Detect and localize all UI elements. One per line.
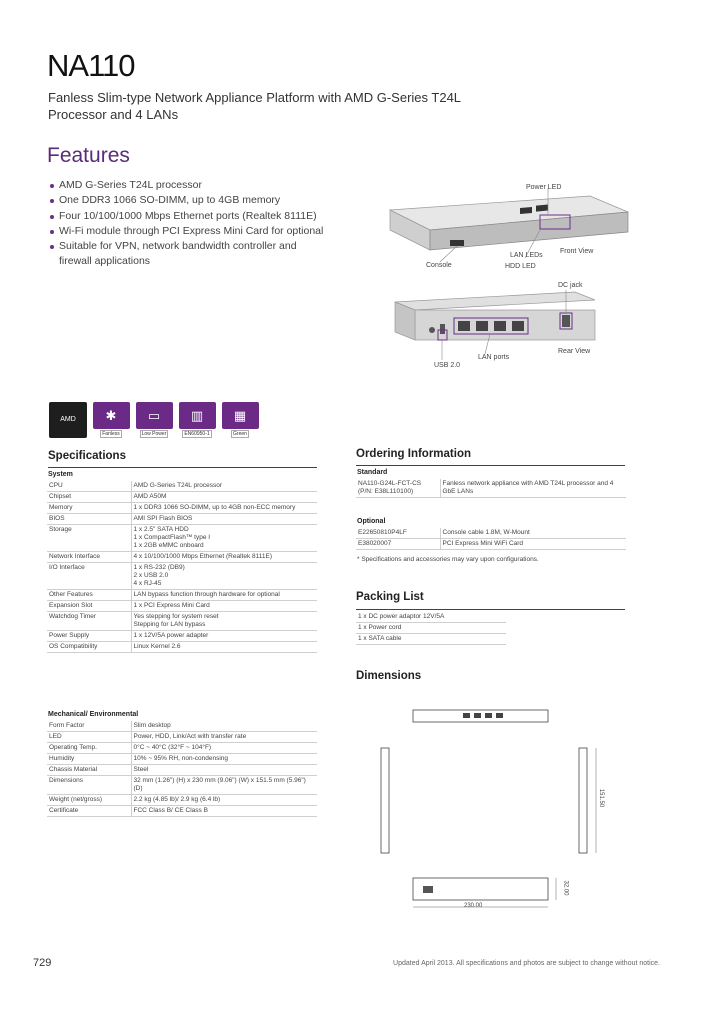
lan-ports-label: LAN ports [478,354,510,361]
system-spec-row [47,514,317,525]
mechanical-spec-row [47,776,317,795]
feature-item: Suitable for VPN, network bandwidth controller and firewall applications [49,239,329,270]
optional-order-table [356,528,626,550]
system-spec-row [47,503,317,514]
spec-value: 10% ~ 95% RH, non-condensing [131,754,317,765]
low-power-icon: ▭ Low Power [135,402,173,438]
en60950-caption: EN60950-1 [184,431,210,437]
spec-value: 2.2 kg (4.85 lb)/ 2.9 kg (6.4 lb) [131,795,317,806]
mechanical-spec-row [47,754,317,765]
spec-key: Operating Temp. [47,743,131,754]
spec-value: PCI Express Mini WiFi Card [440,539,626,550]
standard-order-table [356,479,626,498]
footer-note: Updated April 2013. All specifications and photos are subject to change without notice. [393,960,660,967]
spec-key: Form Factor [47,721,131,732]
system-subheading: System [48,471,73,478]
optional-order-row [356,539,626,550]
packing-rule [356,609,625,610]
hdd-led-label: HDD LED [505,263,536,270]
front-view-label: Front View [560,248,594,255]
power-led-label: Power LED [526,184,562,191]
features-list [49,178,329,270]
mechanical-spec-row [47,743,317,754]
spec-key: LED [47,732,131,743]
features-heading: Features [47,144,130,167]
packing-list-row [356,634,506,645]
spec-value: Console cable 1.8M, W-Mount [440,528,626,539]
packing-list-table [356,612,506,645]
spec-key: Other Features [47,590,131,601]
feature-item: One DDR3 1066 SO-DIMM, up to 4GB memory [49,193,329,208]
spec-value: 1 x Power cord [356,623,506,634]
spec-value: Steel [131,765,317,776]
front-device-drawing [360,180,630,275]
dimension-height-label: 32.00 [562,880,569,896]
spec-key: Dimensions [47,776,131,795]
low-power-caption: Low Power [141,431,167,437]
rear-view-image [390,282,640,372]
system-spec-row [47,612,317,631]
feature-item: Four 10/100/1000 Mbps Ethernet ports (Realtek 8111E) [49,209,329,224]
mechanical-spec-row [47,806,317,817]
feature-item: AMD G-Series T24L processor [49,178,329,193]
packing-list-row [356,623,506,634]
dimension-lines [368,700,618,915]
spec-value: 1 x SATA cable [356,634,506,645]
spec-value: Power, HDD, Link/Act with transfer rate [131,732,317,743]
system-spec-row [47,642,317,653]
system-spec-row [47,525,317,552]
spec-key: Humidity [47,754,131,765]
system-spec-table [47,481,317,653]
mechanical-spec-row [47,721,317,732]
feature-item: Wi-Fi module through PCI Express Mini Card for optional [49,224,329,239]
fanless-caption: Fanless [102,431,120,437]
system-spec-row [47,631,317,642]
mechanical-subheading: Mechanical/ Environmental [48,711,139,718]
specifications-heading: Specifications [48,450,126,462]
spec-key: Network Interface [47,552,131,563]
feature-badges [49,402,259,438]
spec-key: E38020007 [356,539,440,550]
spec-value: 1 x RS-232 (DB9) 2 x USB 2.0 4 x RJ-45 [131,563,317,590]
optional-order-row [356,528,626,539]
spec-value: 1 x DDR3 1066 SO-DIMM, up to 4GB non-ECC memory [131,503,317,514]
ordering-heading: Ordering Information [356,448,471,460]
mechanical-spec-row [47,765,317,776]
spec-key: OS Compatibility [47,642,131,653]
spec-key: BIOS [47,514,131,525]
spec-value: LAN bypass function through hardware for optional [131,590,317,601]
spec-value: Yes stepping for system reset Stepping for LAN bypass [131,612,317,631]
dimension-width-label: 230.00 [464,903,483,909]
dimension-depth-label: 151.50 [598,788,605,808]
rear-device-drawing [390,282,640,372]
amd-logo-text: AMD [60,416,76,423]
system-spec-row [47,552,317,563]
spec-key: Storage [47,525,131,552]
mechanical-spec-table [47,721,317,817]
mechanical-spec-row [47,732,317,743]
spec-value: 1 x DC power adaptor 12V/5A [356,612,506,623]
spec-value: AMD G-Series T24L processor [131,481,317,492]
mechanical-spec-row [47,795,317,806]
spec-value: 1 x 2.5" SATA HDD 1 x CompactFlash™ type I 1 x 2GB eMMC onboard [131,525,317,552]
spec-key: CPU [47,481,131,492]
spec-value: Linux Kernel 2.6 [131,642,317,653]
en60950-icon: ▥ EN60950-1 [178,402,216,438]
product-subtitle: Fanless Slim-type Network Appliance Platform with AMD G-Series T24L Processor and 4 LANs [48,90,461,122]
dc-jack-label: DC jack [558,282,583,289]
system-spec-row [47,590,317,601]
front-view-image [360,180,630,275]
lan-leds-label: LAN LEDs [510,252,543,259]
packing-list-row [356,612,506,623]
spec-value: 1 x PCI Express Mini Card [131,601,317,612]
amd-logo-icon [49,402,87,438]
spec-value: AMI SPI Flash BIOS [131,514,317,525]
spec-value: AMD A50M [131,492,317,503]
page-number: 729 [33,957,52,969]
product-title: NA110 [47,48,135,83]
dimensions-drawing [368,700,618,915]
amd-logo-box [49,402,87,438]
spec-value: 0°C ~ 40°C (32°F ~ 104°F) [131,743,317,754]
spec-key: NA110-G24L-FCT-CS (P/N: E38L110100) [356,479,440,498]
standard-order-row [356,479,626,498]
spec-value: FCC Class B/ CE Class B [131,806,317,817]
fanless-icon: ✱ Fanless [92,402,130,438]
spec-key: Chipset [47,492,131,503]
usb-label: USB 2.0 [434,362,461,369]
spec-key: Memory [47,503,131,514]
spec-value: 32 mm (1.26") (H) x 230 mm (9.06") (W) x 151.5 mm (5.96") (D) [131,776,317,795]
optional-subheading: Optional [357,518,386,525]
spec-key: Weight (net/gross) [47,795,131,806]
packing-heading: Packing List [356,591,424,603]
rear-view-label: Rear View [558,348,591,355]
spec-key: Power Supply [47,631,131,642]
spec-key: I/O Interface [47,563,131,590]
green-icon: ▦ Green [221,402,259,438]
console-label: Console [426,262,452,269]
system-spec-row [47,563,317,590]
dimensions-heading: Dimensions [356,670,422,682]
spec-key: Expansion Slot [47,601,131,612]
system-spec-row [47,481,317,492]
spec-key: Watchdog Timer [47,612,131,631]
green-caption: Green [233,431,247,437]
ordering-rule [356,465,625,466]
system-spec-row [47,492,317,503]
ordering-note: * Specifications and accessories may vary upon configurations. [357,556,539,563]
spec-value: Slim desktop [131,721,317,732]
standard-subheading: Standard [357,469,388,476]
spec-key: Certificate [47,806,131,817]
spec-key: Chassis Material [47,765,131,776]
system-spec-row [47,601,317,612]
spec-value: Fanless network appliance with AMD T24L processor and 4 GbE LANs [440,479,626,498]
spec-value: 4 x 10/100/1000 Mbps Ethernet (Realtek 8111E) [131,552,317,563]
specifications-rule [48,467,317,468]
spec-key: E22650810P4LF [356,528,440,539]
spec-value: 1 x 12V/5A power adapter [131,631,317,642]
